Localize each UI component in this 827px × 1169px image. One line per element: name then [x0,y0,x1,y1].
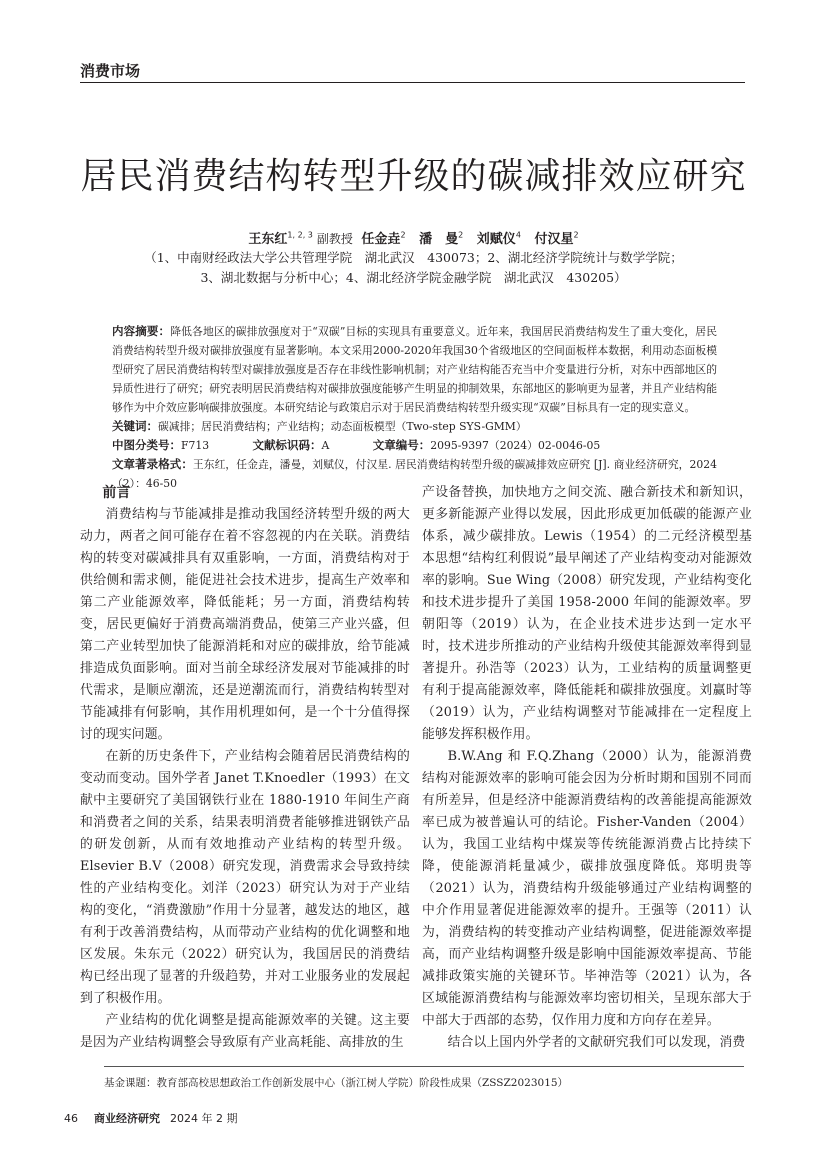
author: 付汉星 [534,232,574,247]
article-title: 居民消费结构转型升级的碳减排效应研究 [80,156,747,197]
abstract [112,322,717,417]
affiliation-line: 3、湖北数据与分析中心；4、湖北经济学院金融学院 湖北武汉 430205） [200,270,627,285]
citation-label: 文章著录格式： [112,457,193,471]
clc-label: 中图分类号： [112,438,181,452]
paragraph: B.W.Ang 和 F.Q.Zhang（2000）认为，能源消费结构对能源效率的影响可能会因为分析时期和国别不同而有所差异，但是经济中能源消费结构的改善能提高能源效率已成为被普遍认可的结论。Fisher-Vanden（2004）认为，我国工业结构中煤炭等传统能源消费占比持续下降，使能源消耗量减少，碳排放强度降低。郑明贵等（2021）认为，消费结构升级能够通过产业结构调整的中介作用显著促进能源效率的提升。王强等（2011）认为，消费结构的转变推动产业结构调整，促进能源效率提高，而产业结构调整升级是影响中国能源效率提高、节能减排政策实施的关键环节。毕神浩等（2021）认为，各区域能源消费结构与能源效率均密切相关，呈现东部大于中部大于西部的态势，仅作用力度和方向存在差异。 [422,749,752,1028]
affiliation-line: （1、中南财经政法大学公共管理学院 湖北武汉 430073；2、湖北经济学院统计与数学学院； [144,250,683,265]
header-divider [80,82,745,83]
right-column [422,482,752,1054]
author-sup: 4 [515,230,521,240]
paragraph: 消费结构与节能减排是推动我国经济转型升级的两大动力，两者之间可能存在着不容忽视的内在关联。消费结构的转变对碳减排具有双重影响，一方面，消费结构对于供给侧和需求侧，能促进社会技术进步，提高生产效率和第二产业能源效率，降低能耗；另一方面，消费结构转变，居民更偏好于消费高端消费品，使第三产业兴盛，但第二产业转型加快了能源消耗和对应的碳排放，给节能减排造成负面影响。面对当前全球经济发展对节能减排的时代需求，是顺应潮流，还是逆潮流而行，消费结构转型对节能减排有何影响，其作用机理如何，是一个十分值得探讨的现实问题。 [80,507,410,742]
section-heading: 前言 [102,485,131,501]
citation-text: 王东红，任金垚，潘曼，刘赋仪，付汉星. 居民消费结构转型升级的碳减排效应研究 [J]. 商业经济研究，2024（2）：46-50 [112,458,717,490]
author: 潘 曼 [419,232,459,247]
abstract-block [112,322,717,493]
keywords-text: 碳减排；居民消费结构；产业结构；动态面板模型（Two-step SYS-GMM） [158,420,527,433]
doc-code-label: 文献标识码： [252,438,322,452]
author-sup: 2 [573,230,579,240]
keywords-label: 关键词： [112,419,158,433]
author-list [0,228,827,247]
author-rank: 副教授 [316,232,353,246]
clc-value: F713 [181,439,210,452]
left-column [80,482,410,1054]
paragraph: 产业结构的优化调整是提高能源效率的关键。这主要是因为产业结构调整会导致原有产业高耗能、高排放的生 [80,1013,410,1050]
issue: 2024 年 2 期 [170,1112,238,1125]
journal-name: 商业经济研究 [94,1112,160,1125]
page-footer [64,1110,237,1126]
page-number: 46 [64,1112,78,1125]
funding-footnote: 基金课题：教育部高校思想政治工作创新发展中心（浙江树人学院）阶段性成果（ZSSZ2023015） [104,1077,569,1089]
paragraph: 产设备替换，加快地方之间交流、融合新技术和新知识，更多新能源产业得以发展，因此形成更加低碳的能源产业体系，减少碳排放。Lewis（1954）的二元经济模型基本思想“结构红利假说”最早阐述了产业结构变动对能源效率的影响。Sue Wing（2008）研究发现，产业结构变化和技术进步提升了美国 1958-2000 年间的能源效率。罗朝阳等（2019）认为，在企业技术进步达到一定水平时，技术进步所推动的产业结构升级使其能源效率得到显著提升。孙浩等（2023）认为，工业结构的质量调整更有利于提高能源效率，降低能耗和碳排放强度。刘赢时等（2019）认为，产业结构调整对节能减排在一定程度上能够发挥积极作用。 [422,485,752,742]
paragraph: 结合以上国内外学者的文献研究我们可以发现，消费 [447,1035,746,1050]
footnote-divider [104,1066,744,1067]
article-no-value: 2095-9397（2024）02-0046-05 [430,439,601,452]
author-sup: 2 [400,230,406,240]
author-sup: 1, 2, 3 [287,230,313,240]
paragraph: 在新的历史条件下，产业结构会随着居民消费结构的变动而变动。国外学者 Janet T.Knoedler（1993）在文献中主要研究了美国钢铁行业在 1880-1910 年间生产商和消费者之间的关系，结果表明消费者能够推进钢铁产品的研发创新，从而有效地推动产业结构的转型升级。Elsevier B.V（2008）研究发现，消费需求会导致持续性的产业结构变化。刘洋（2023）研究认为对于产业结构的变化，“消费激励”作用十分显著，越发达的地区，越有利于改善消费结构，从而带动产业结构的优化调整和地区发展。朱东元（2022）研究认为，我国居民的消费结构已经出现了显著的升级趋势，并对工业服务业的发展起到了积极作用。 [80,749,410,1006]
author: 任金垚 [361,232,401,247]
article-no-label: 文章编号： [372,438,431,452]
author: 王东红 [248,232,288,247]
abstract-text: 降低各地区的碳排放强度对于“双碳”目标的实现具有重要意义。近年来，我国居民消费结构发生了重大变化，居民消费结构转型升级对碳排放强度有显著影响。本文采用2000-2020年我国30个省级地区的空间面板样本数据，利用动态面板模型研究了居民消费结构转型对碳排放强度是否存在非线性影响机制；对产业结构能否充当中介变量进行分析，对东中西部地区的异质性进行了研究；研究表明居民消费结构对碳排放强度能够产生明显的抑制效果，东部地区的影响更为显著，并且产业结构能够作为中介效应影响碳排放强度。本研究结论与政策启示对于居民消费结构转型升级实现“双碳”目标具有一定的现实意义。 [112,325,718,414]
author-sup: 2 [458,230,464,240]
abstract-label: 内容摘要： [112,324,171,338]
doc-code-value: A [321,439,330,452]
classification-row [112,436,717,455]
author: 刘赋仪 [476,232,516,247]
keywords [112,417,717,436]
section-label: 消费市场 [80,62,141,80]
